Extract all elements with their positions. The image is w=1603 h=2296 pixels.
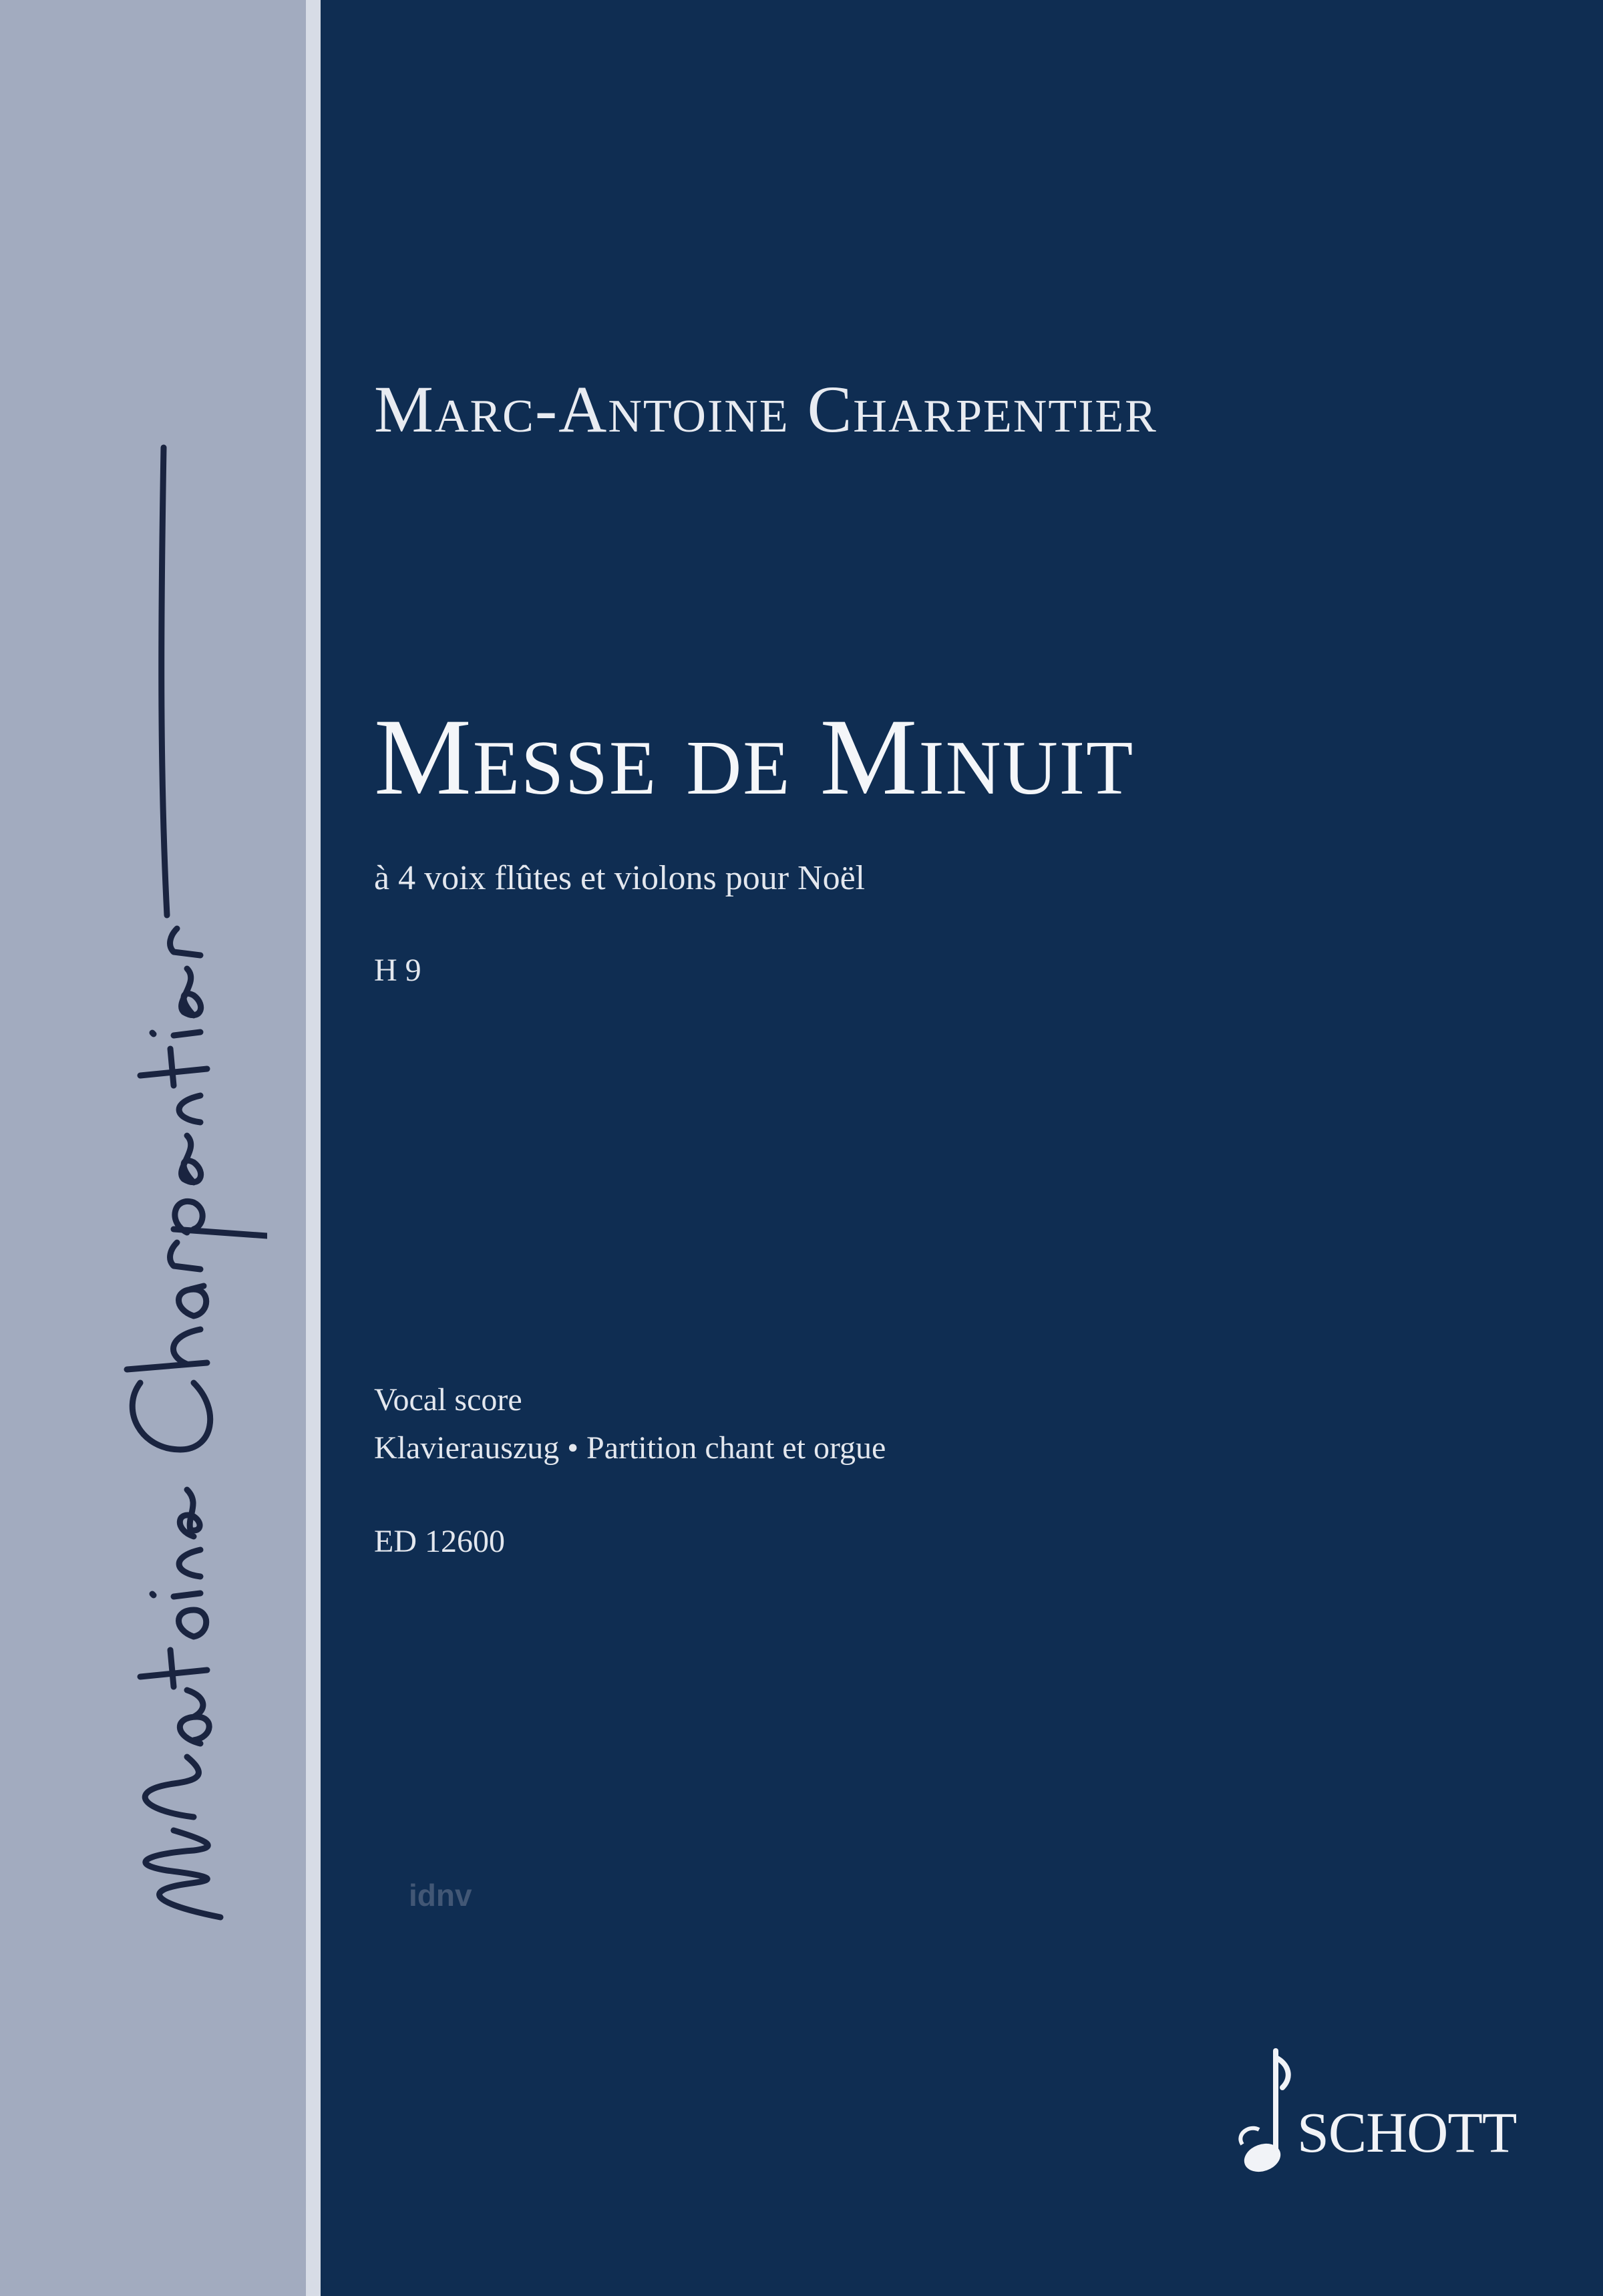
edition-description: Klavierauszug • Partition chant et orgue — [374, 1430, 886, 1466]
watermark: idnv — [409, 1878, 472, 1913]
cover-panel — [321, 0, 1603, 2296]
work-subtitle: à 4 voix flûtes et violons pour Noël — [374, 859, 866, 897]
treble-clef-logo-icon — [1229, 2044, 1302, 2178]
divider — [306, 0, 321, 2296]
publisher-logo — [1229, 2044, 1536, 2178]
catalog-number: H 9 — [374, 953, 421, 988]
composer-name: Marc-Antoine Charpentier — [374, 372, 1157, 446]
work-title: Messe de Minuit — [374, 697, 1135, 818]
edition-type: Vocal score — [374, 1382, 522, 1418]
edition-number: ED 12600 — [374, 1524, 505, 1559]
handwritten-signature — [47, 374, 267, 1937]
publisher-name: SCHOTT — [1297, 2100, 1517, 2164]
